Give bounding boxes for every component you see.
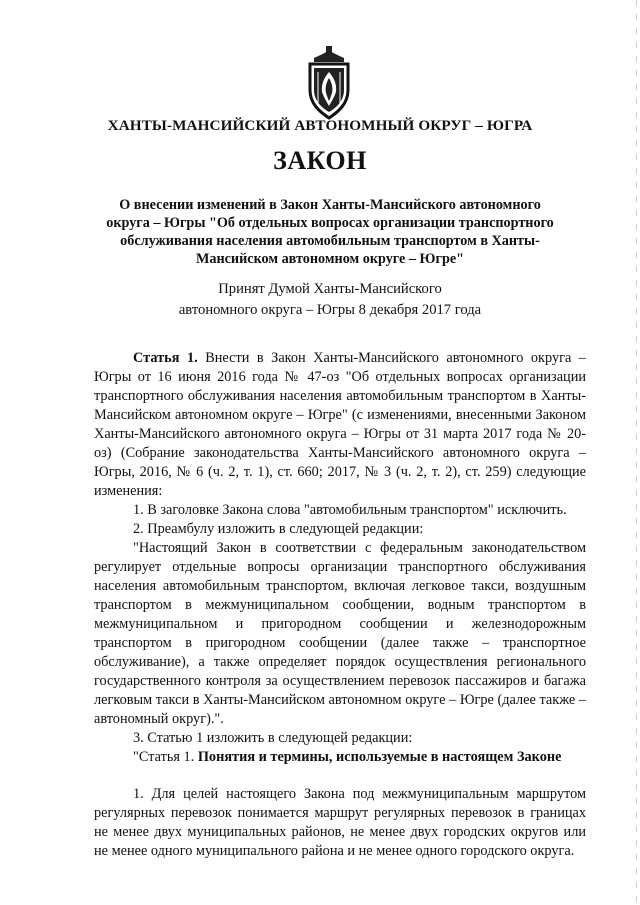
quoted-article-title: Понятия и термины, используемые в настоящем Законе [197, 749, 562, 765]
region-heading: ХАНТЫ-МАНСИЙСКИЙ АВТОНОМНЫЙ ОКРУГ – ЮГРА [107, 117, 533, 134]
adoption-line-2: автономного округа – Югры 8 декабря 2017 года [178, 302, 482, 318]
adoption-line-1: Принят Думой Ханты-Мансийского [218, 281, 442, 297]
document-title: ЗАКОН [273, 146, 367, 175]
scan-margin-rule [636, 0, 637, 905]
quoted-article-label: "Статья 1. [133, 749, 195, 765]
item-2: 2. Преамбулу изложить в следующей редакции: [133, 521, 424, 537]
item-3: 3. Статью 1 изложить в следующей редакции: [133, 730, 413, 746]
point-1: 1. Для целей настоящего Закона под межмуниципальным маршрутом регулярных перевозок понимается маршрут регулярных перевозок в границах не менее двух муниципальных районов, не менее двух городских округов или не менее одного муниципального района и не менее одного городского округа. [94, 786, 586, 859]
article-1-label: Статья 1. [133, 350, 198, 366]
law-subject: О внесении изменений в Закон Ханты-Мансийского автономного округа – Югры "Об отдельных вопросах организации транспортного обслуживания населения автомобильным транспортом в Ханты-Мансийском автономном округе – Югре" [106, 197, 554, 267]
article-1-text: Внести в Закон Ханты-Мансийского автономного округа – Югры от 16 июня 2016 года № 47-оз "Об отдельных вопросах организации транспортного обслуживания населения автомобильным транспортом в Ханты-Мансийском автономном округе – Югре" (с изменениями, внесенными Законом Ханты-Мансийского автономного округа – Югры от 31 марта 2017 года № 20-оз) (Собрание законодательства Ханты-Мансийского автономного округа – Югры, 2016, № 6 (ч. 2, т. 1), ст. 660; 2017, № 3 (ч. 2, т. 2), ст. 259) следующие изменения: [94, 350, 586, 499]
article-1-paragraph [94, 349, 586, 501]
law-body [94, 349, 586, 861]
preamble-quote: "Настоящий Закон в соответствии с федеральным законодательством регулирует отдельные вопросы организации транспортного обслуживания населения автомобильным транспортом, включая легковое такси, воздушным транспортом в межмуниципальном сообщении, водным транспортом в межмуниципальном и пригородном сообщении и железнодорожным транспортом в пригородном сообщении (далее также – транспортное обслуживание), а также определяет порядок осуществления регионального государственного контроля за осуществлением перевозок пассажиров и багажа легковым такси в Ханты-Мансийском автономном округе – Югре (далее также – автономный округ).". [94, 540, 586, 727]
coat-of-arms-emblem [304, 46, 354, 120]
item-1: 1. В заголовке Закона слова "автомобильным транспортом" исключить. [133, 502, 567, 518]
adoption-note [100, 279, 560, 321]
quoted-article-heading [94, 748, 586, 767]
